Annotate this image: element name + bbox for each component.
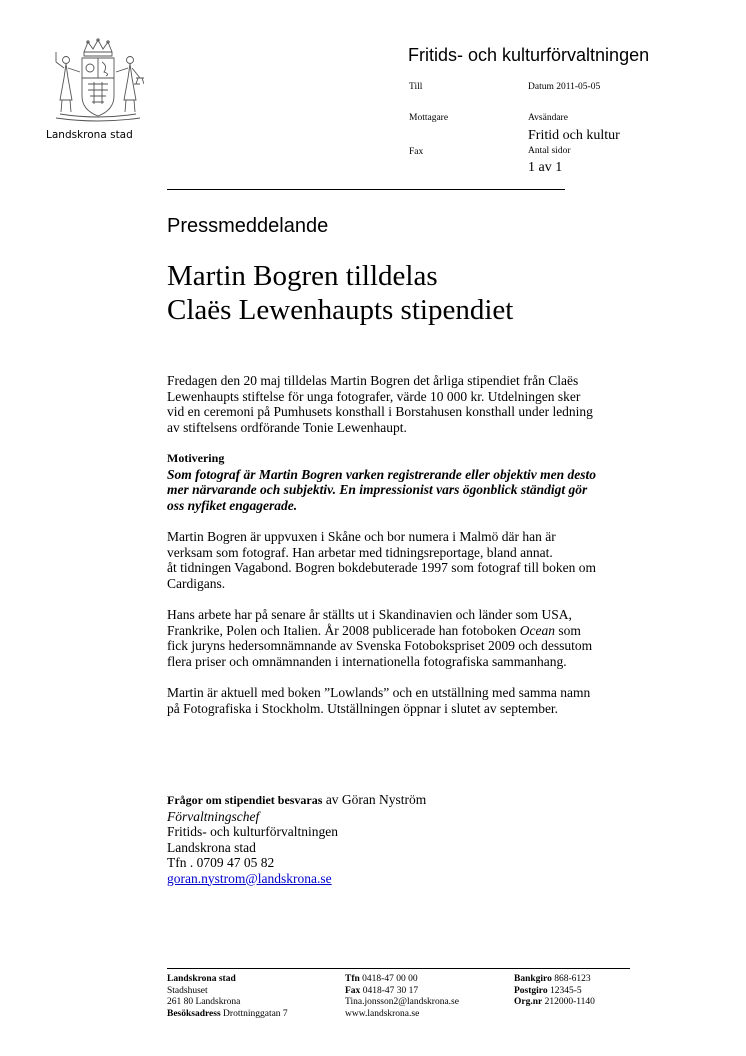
intro-paragraph: Fredagen den 20 maj tilldelas Martin Bogren det årliga stipendiet från Claës Lewenhaupts stiftelse för unga fotografer, värde 10 000 kr. Utdelningen sker vid en ceremoni på Pumhusets konsthall i Borstahusen konsthall under ledning av stiftelsens ordförande Tonie Lewenhaupt. (167, 373, 593, 435)
contact-department: Fritids- och kulturförvaltningen (167, 824, 338, 839)
bio-paragraph: Martin Bogren är uppvuxen i Skåne och bor numera i Malmö där han är verksam som fotograf. Han arbetar med tidningsreportage, bland annat. åt tidningen Vagabond. Bogren bokdebuterade 1997 som fotograf till boken om Cardigans. (167, 529, 597, 591)
avsandare-value: Fritid och kultur (528, 128, 620, 143)
press-body (167, 373, 667, 716)
contact-block (167, 792, 426, 886)
headline-line-2: Claës Lewenhaupts stipendiet (167, 294, 514, 326)
headline (167, 259, 513, 327)
mottagare-label: Mottagare (409, 113, 449, 123)
motivation-heading: Motivering (167, 451, 225, 465)
footer-email: Tina.jonsson2@landskrona.se (345, 997, 459, 1007)
motivation-paragraph: Som fotograf är Martin Bogren varken registrerande eller objektiv men desto mer närvarande och subjektiv. En impressionist vars ögonblick ständigt gör oss nyfiket engagerade. (167, 466, 597, 513)
contact-email-link[interactable]: goran.nystrom@landskrona.se (167, 870, 332, 886)
exhibitions-paragraph: Hans arbete har på senare år ställts ut i Skandinavien och länder som USA, Frankrike, Polen och Italien. År 2008 publicerade han fotoboken Ocean som fick juryns hedersomnämnande av Svenska Fotobokspriset 2009 och dessutom flera priser och omnämnanden i internationella fotografiska sammanhang. (167, 607, 593, 669)
header-divider (167, 189, 565, 190)
till-label: Till (409, 82, 423, 92)
footer-address: Landskrona stad Stadshuset 261 80 Landskrona Besöksadress Drottninggatan 7 (167, 974, 288, 1019)
current-paragraph: Martin är aktuell med boken ”Lowlands” och en utställning med samma namn på Fotografiska i Stockholm. Utställningen öppnar i slutet av september. (167, 685, 591, 716)
date-text: Datum 2011-05-05 (528, 82, 601, 92)
city-logo (46, 38, 146, 141)
coat-of-arms-icon (52, 38, 144, 126)
antal-sidor-value: 1 av 1 (528, 160, 563, 175)
book-title-ocean: Ocean (519, 622, 556, 638)
contact-phone: Tfn . 0709 47 05 82 (167, 855, 275, 870)
footer-bank: Bankgiro 868-6123 Postgiro 12345-5 Org.nr 212000-1140 (514, 974, 595, 1007)
document-type: Pressmeddelande (167, 215, 329, 237)
footer-contact: Tfn 0418-47 00 00 Fax 0418-47 30 17 Tina.jonsson2@landskrona.se www.landskrona.se (345, 974, 459, 1019)
contact-org: Landskrona stad (167, 839, 256, 855)
department-title: Fritids- och kulturförvaltningen (408, 45, 650, 65)
questions-by: av Göran Nyström (322, 792, 427, 807)
avsandare-label: Avsändare (528, 113, 568, 123)
questions-label: Frågor om stipendiet besvaras (167, 793, 323, 807)
logo-org-name: Landskrona stad (46, 129, 133, 141)
footer-web: www.landskrona.se (345, 1008, 420, 1019)
footer-divider (167, 968, 630, 969)
headline-line-1: Martin Bogren tilldelas (167, 260, 438, 292)
antal-sidor-label: Antal sidor (528, 146, 571, 156)
contact-title: Förvaltningschef (167, 808, 260, 824)
fax-label: Fax (409, 147, 424, 157)
